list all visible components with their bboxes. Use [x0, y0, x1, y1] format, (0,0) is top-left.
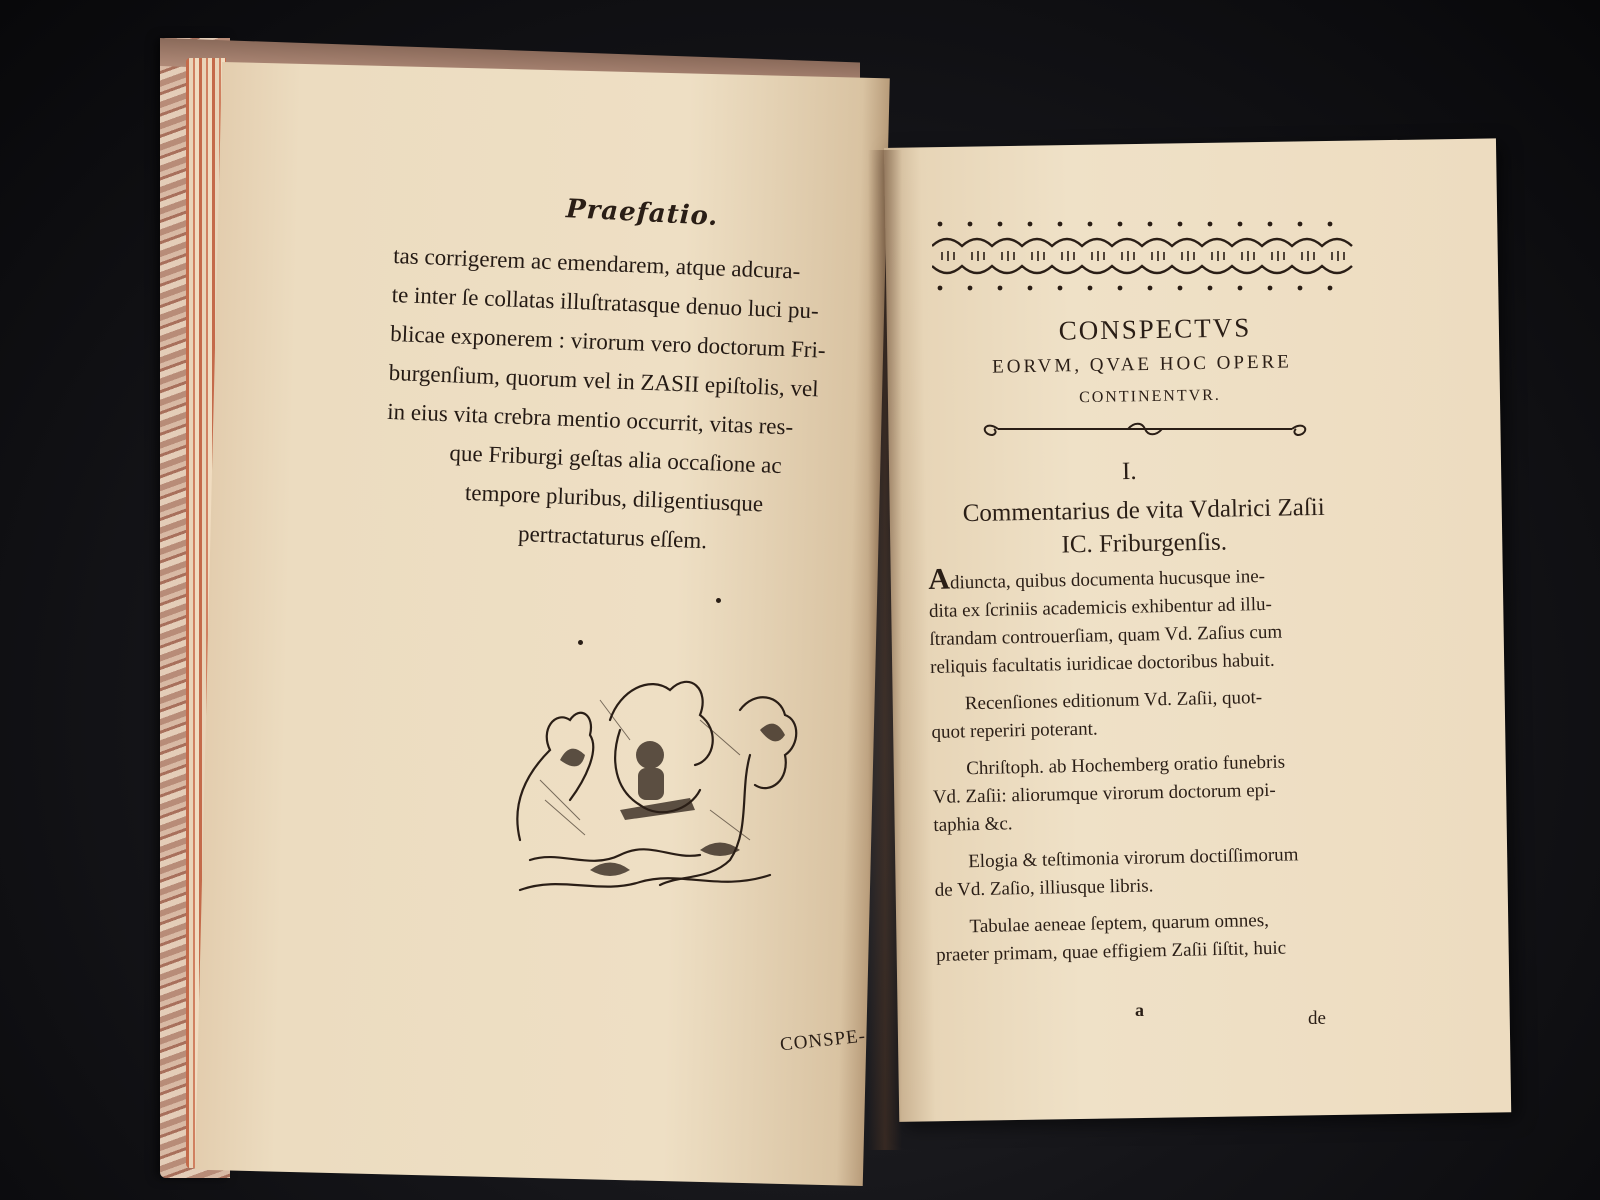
- text-line: de Vd. Zaſio, illiusque libris.: [934, 875, 1154, 901]
- text-line: Tabulae aeneae ſeptem, quarum omnes,: [969, 909, 1270, 938]
- section-number: I.: [1121, 457, 1137, 486]
- text-line: diuncta, quibus documenta hucusque ine-: [949, 565, 1266, 594]
- contents-entry: [934, 840, 1375, 905]
- text-line: blicae exponerem : virorum vero doctorum Fri-: [389, 320, 827, 363]
- left-page: [195, 62, 890, 1186]
- contents-entry: [928, 557, 1370, 682]
- text-line: quot reperiri poterant.: [931, 718, 1098, 743]
- text-line: ſtrandam controuerſiam, quam Vd. Zaſius cum: [929, 621, 1283, 650]
- contents-subtitle: EORVM, QVAE HOC OPERE: [991, 351, 1292, 378]
- decorated-initial: A: [927, 562, 951, 596]
- left-page-heading: Praefatio.: [565, 194, 720, 233]
- woodcut-vignette-illustration: [500, 660, 830, 900]
- text-line: Elogia & teſtimonia virorum doctiſſimorum: [967, 844, 1299, 873]
- book-gutter: [868, 150, 902, 1150]
- contents-subtitle-continued: CONTINENTVR.: [1078, 386, 1222, 407]
- decorative-headpiece-band: [932, 218, 1358, 294]
- text-line: taphia &c.: [933, 813, 1013, 836]
- contents-entry: [931, 682, 1372, 747]
- signature-mark: a: [1135, 1000, 1144, 1020]
- section-heading: [943, 491, 1344, 564]
- section-heading-line: IC. Friburgenſis.: [1061, 528, 1228, 559]
- text-line: tas corrigerem ac emendarem, atque adcura-: [392, 242, 801, 284]
- left-page-body: [382, 236, 864, 566]
- text-line: burgenſium, quorum vel in ZASII epiſtolis, vel: [388, 359, 820, 402]
- text-line: Recenſiones editionum Vd. Zaſii, quot-: [964, 687, 1263, 715]
- section-heading-line: Commentarius de vita Vdalrici Zaſii: [962, 493, 1325, 528]
- contents-entry: [932, 747, 1374, 840]
- contents-entry: [935, 905, 1376, 970]
- text-line: que Friburgi geſtas alia occaſione ac: [449, 440, 783, 479]
- contents-title: CONSPECTVS: [1058, 312, 1252, 346]
- decorative-rule: [978, 420, 1312, 438]
- text-line: praeter primam, quae effigiem Zaſii ſiſtit, huic: [935, 937, 1287, 966]
- ink-dot: [716, 598, 721, 603]
- text-line: te inter ſe collatas illuſtratasque denuo luci pu-: [391, 281, 820, 324]
- text-line: reliquis facultatis iuridicae doctoribus habuit.: [929, 649, 1275, 678]
- text-line: dita ex ſcriniis academicis exhibentur ad illu-: [928, 593, 1273, 622]
- text-line: in eius vita crebra mentio occurrit, vitas res-: [386, 398, 794, 440]
- contents-list: [928, 557, 1377, 979]
- text-line: Vd. Zaſii: aliorumque virorum doctorum epi-: [932, 779, 1276, 808]
- ink-dot: [578, 640, 583, 645]
- text-line: tempore pluribus, diligentiusque: [464, 479, 764, 517]
- text-line: pertractaturus eſſem.: [517, 520, 708, 554]
- left-page-catchword: CONSPE-: [779, 1025, 867, 1056]
- text-line: Chriſtoph. ab Hochemberg oratio funebris: [966, 751, 1286, 780]
- right-page-catchword: de: [1308, 1008, 1326, 1029]
